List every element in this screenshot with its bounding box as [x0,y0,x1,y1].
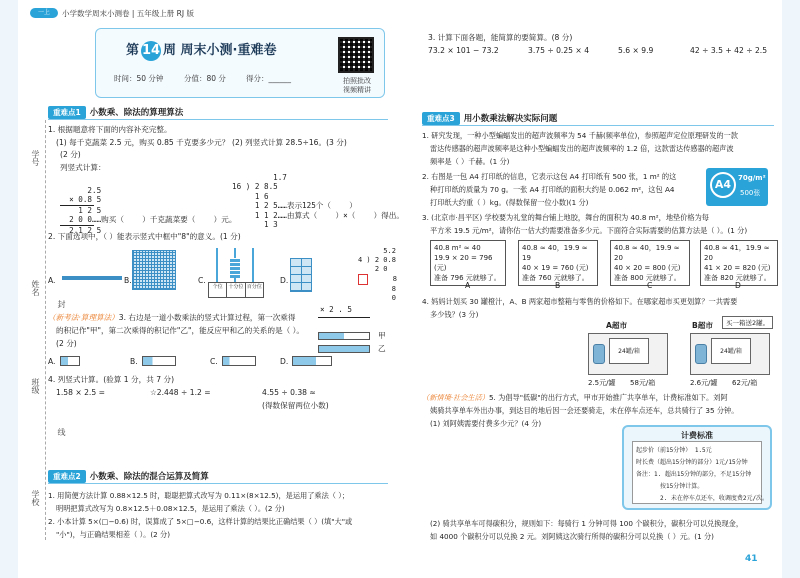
q3-bar-yi [318,345,370,353]
q3-stem-2: 的积记作"甲"，第二次乘得的积记作"乙"，能反应甲和乙的关系的是（ ）。 [56,326,304,335]
r-q5-line-3: (1) 刘阿姨需要付费多少元？(4 分) [430,419,542,428]
q1a-label: 列竖式计算： [60,163,106,172]
binding-dashed-line [45,120,46,540]
r-q3-calc-d: 42 ÷ 3.5 + 42 ÷ 2.5 [690,46,768,55]
label-seal: 封 [57,300,66,308]
q2-stem: 2. 下面选项中，（ ）能表示竖式中框中"8"的意义。(1 分) [48,232,241,241]
estimate-option-a-label: A [465,281,471,290]
section-2-title: 小数乘、除法的混合运算及简算 [89,472,209,482]
estimate-option-d-label: D [735,281,741,290]
r-q2-line-2: 种打印纸的质量为 70 g。一张 A4 打印纸的面积大约是 0.062 m²，这包 A4 [430,185,675,194]
q2-option-d-grid[interactable] [290,258,312,292]
q4-calc-c: 4.55 ÷ 0.38 ≈ [262,388,316,397]
page-edge-right [782,0,800,578]
q3-option-a-bar[interactable] [60,356,80,366]
r-q5-part2-line-1: (2) 骑共享单车可得碳积分，规则如下：每骑行 1 分钟可得 100 个碳积分，碳积分可以兑换现金， [430,519,744,528]
q1a-text: (1) 每千克蔬菜 2.5 元，购买 0.85 千克要多少元？ [56,138,230,147]
section-2-tag: 重难点2 [48,470,86,483]
q3-vertical-calc: × 2 . 5 [320,305,353,314]
shop-a-single-price: 2.5元/罐 [588,379,616,387]
q3-stem-1: （新考法·算理算法）3. 右边是一道小数乘法的竖式计算过程，第一次乘得 [48,313,296,322]
q4-calc-c-note: (得数保留两位小数) [262,401,329,410]
r-q3b-line-2: 平方米 19.5 元/m²，请你估一估大约需要准备多少元。下面符合实际需要的估算方法是（ ）。(1 分) [430,226,748,235]
estimate-option-a[interactable]: 40.8 m² ≈ 40 19.9 × 20 = 796 (元) 准备 796 元就够了。 [430,240,506,286]
shop-a-label: A超市 [606,321,628,330]
shop-b-promo: 买一箱送2罐。 [722,316,773,329]
q3-option-b-bar[interactable] [142,356,176,366]
q5-line-1: 1. 用简便方法计算 0.88×12.5 时，聪聪把算式改写为 0.11×(8×12.5)，是运用了乘法（ ）； [48,491,350,500]
r-q3-stem: 3. 计算下面各题，能简算的要简算。(8 分) [428,33,573,42]
section-2-header [48,470,388,484]
q1-stem: 1. 根据题意将下面的内容补充完整。 [48,125,172,134]
shop-b-label: B超市 [692,321,713,330]
q4-calc-a: 1.58 × 2.5 = [56,388,105,397]
section-1-tag: 重难点1 [48,106,86,119]
label-name: 姓名 [31,280,40,296]
qr-code[interactable] [338,37,374,73]
fee-standard-panel [622,425,772,510]
q3-option-a-label: A. [48,357,56,366]
q5-line-2: 明明把算式改写为 0.8×12.5＋0.08×12.5，是运用了乘法（ ）。(2 分) [56,504,285,513]
shop-a-box-price: 58元/箱 [630,379,656,387]
section-3-header [422,112,774,126]
r-q2-line-1: 2. 右图是一包 A4 打印纸的信息，它表示这包 A4 打印纸有 500 张，1 m² 的这 [422,172,677,181]
q3-option-c-bar[interactable] [222,356,256,366]
q4-calc-b: ☆2.448 ÷ 1.2 = [150,388,211,397]
q2-vertical-calc: 5.2 4 ) 2 0.8 2 0 8 8 0 [358,247,397,302]
q1b-text: (2) 列竖式计算 28.5÷16。(3 分) [232,138,347,147]
q2-option-c-label: C. [198,276,206,285]
q3-option-c-label: C. [210,357,218,366]
r-q4-line-2: 多少钱？(3 分) [430,310,479,319]
q2-option-c-abacus[interactable]: 个位 十分位 百分位 [208,248,264,298]
section-3-title: 用小数乘法解决实际问题 [463,114,558,124]
r-q2-line-3: 打印纸大约重（ ）kg。(得数保留一位小数)(1 分) [430,198,589,207]
q2-option-d-label: D. [280,276,289,285]
r-q5-line-2: 姨骑共享单车外出办事，到达目的地后因一会还要骑走，未在停车点还车，总共骑行了 35 分钟。 [430,406,739,415]
section-1-header [48,106,388,120]
q2-option-a-strip[interactable] [62,276,122,280]
qr-caption: 拍照批改 视频精讲 [343,77,371,94]
r-q3b-line-1: 3. (北京市·昌平区) 学校要为礼堂的舞台铺上地胶，舞台的面积为 40.8 m²，地垫价格为每 [422,213,709,222]
series-badge: 一上 [30,8,58,18]
q3-label-jia: 甲 [378,331,386,340]
estimate-option-b-label: B [555,281,561,290]
q1a-vertical-calc: 2.5 × 0.8 5 1 2 5 2 0 0……购买（ ）千克蔬菜要（ ）元。 2.1 2 5 [60,185,237,235]
label-student-id: 学号 [31,150,40,166]
page-edge-left [0,0,18,578]
r-q1-line-1: 1. 研究发现，一种小型蝙蝠发出的超声波频率为 54 千赫(频率单位)，参照超声定位原理研发的一款 [422,131,738,140]
estimate-option-d[interactable]: 40.8 ≈ 41，19.9 ≈ 20 41 × 20 = 820 (元) 准备 820 元就够了。 [700,240,778,286]
q3-option-b-label: B. [130,357,138,366]
page-number: 41 [745,554,758,564]
q2-option-a-label: A. [48,276,56,285]
q1b-vertical-calc: 1.7 16 ) 2 8.5 1 6 1 2 5……表示125个（ ） 1 1 2……由算式（ ）×（ ）得出。 1 3 [232,172,404,229]
time-info: 时间：50 分钟 [114,74,164,83]
q3-score: (2 分) [56,339,77,348]
label-school: 学校 [31,490,40,506]
q3-bar-jia [318,332,370,340]
section-3-tag: 重难点3 [422,112,460,125]
shop-b-display: 24罐/箱 [690,333,770,375]
r-q5-part2-line-2: 如 4000 个碳积分可以兑换 2 元。刘阿姨这次骑行所得的碳积分可以兑换（ ）元。(1 分) [430,532,714,541]
estimate-option-b[interactable]: 40.8 ≈ 40，19.9 ≈ 19 40 × 19 = 760 (元) 准备 760 元就够了。 [518,240,598,286]
shop-a-display: 24罐/箱 [588,333,668,375]
series-title: 小学数学周末小测卷 | 五年级上册 RJ 版 [62,9,194,18]
shop-b-single-price: 2.6元/罐 [690,379,718,387]
q3-option-d-bar[interactable] [292,356,332,366]
q3-option-d-label: D. [280,357,289,366]
fee-table: 起步价（前15分钟） 1.5元 时长费（超出15分钟的部分）1元/15分钟 备注：1. 超出15分钟的部分，不足15分钟 按15分钟计算。 2. 未在停车点还车，收调度费2元/次。 [632,441,762,504]
score-info: 分值：80 分 [184,74,226,83]
r-q3-calc-b: 3.75 ÷ 0.25 × 4 [528,46,590,55]
r-q1-line-2: 雷达传感器的超声波频率是这种小型蝙蝠发出的超声波频率的 1.2 倍，这款雷达传感器的超声波 [430,144,734,153]
q4-stem: 4. 列竖式计算。(验算 1 分，共 7 分) [48,375,175,384]
estimate-option-c-label: C [647,281,653,290]
q6-line-2: "小")，与正确结果相差（ ）。(2 分) [56,530,171,539]
r-q3-calc-c: 5.6 × 9.9 [618,46,654,55]
q1a-score: (2 分) [60,150,81,159]
r-q4-line-1: 4. 妈妈计划买 30 罐橙汁，A、B 两家超市整箱与零售的价格如下。在哪家超市买更划算？一共需要 [422,297,738,306]
label-class: 班级 [31,378,40,394]
label-line: 线 [57,428,66,436]
q2-option-b-label: B. [124,276,132,285]
week-number: 14 [141,41,161,61]
week-title: 第 14 周 周末小测·重难卷 [126,39,276,61]
r-q3-calc-a: 73.2 × 101 − 73.2 [428,46,499,55]
got-score: 得分：______ [246,74,291,83]
q6-line-1: 2. 小本计算 5×(□−0.6) 时，误算成了 5×□−0.6，这样计算的结果比正确结果（ ）(填"大"或 [48,517,353,526]
q3-label-yi: 乙 [378,344,386,353]
a4-paper-label: A4 70g/m² 500张 [706,168,768,206]
r-q5-line-1: （新情境·社会生活）5. 为倡导"低碳"的出行方式，甲市开始推广共享单车，计费标准如下。刘阿 [422,393,728,402]
section-1-title: 小数乘、除法的算理算法 [89,108,184,118]
q2-option-b-cube[interactable] [132,250,176,290]
fee-title: 计费标准 [681,431,713,440]
week-header [95,28,385,98]
r-q1-line-3: 频率是（ ）千赫。(1 分) [430,157,510,166]
shop-b-box-price: 62元/箱 [732,379,758,387]
estimate-option-c[interactable]: 40.8 ≈ 40，19.9 ≈ 20 40 × 20 = 800 (元) 准备 800 元就够了。 [610,240,690,286]
